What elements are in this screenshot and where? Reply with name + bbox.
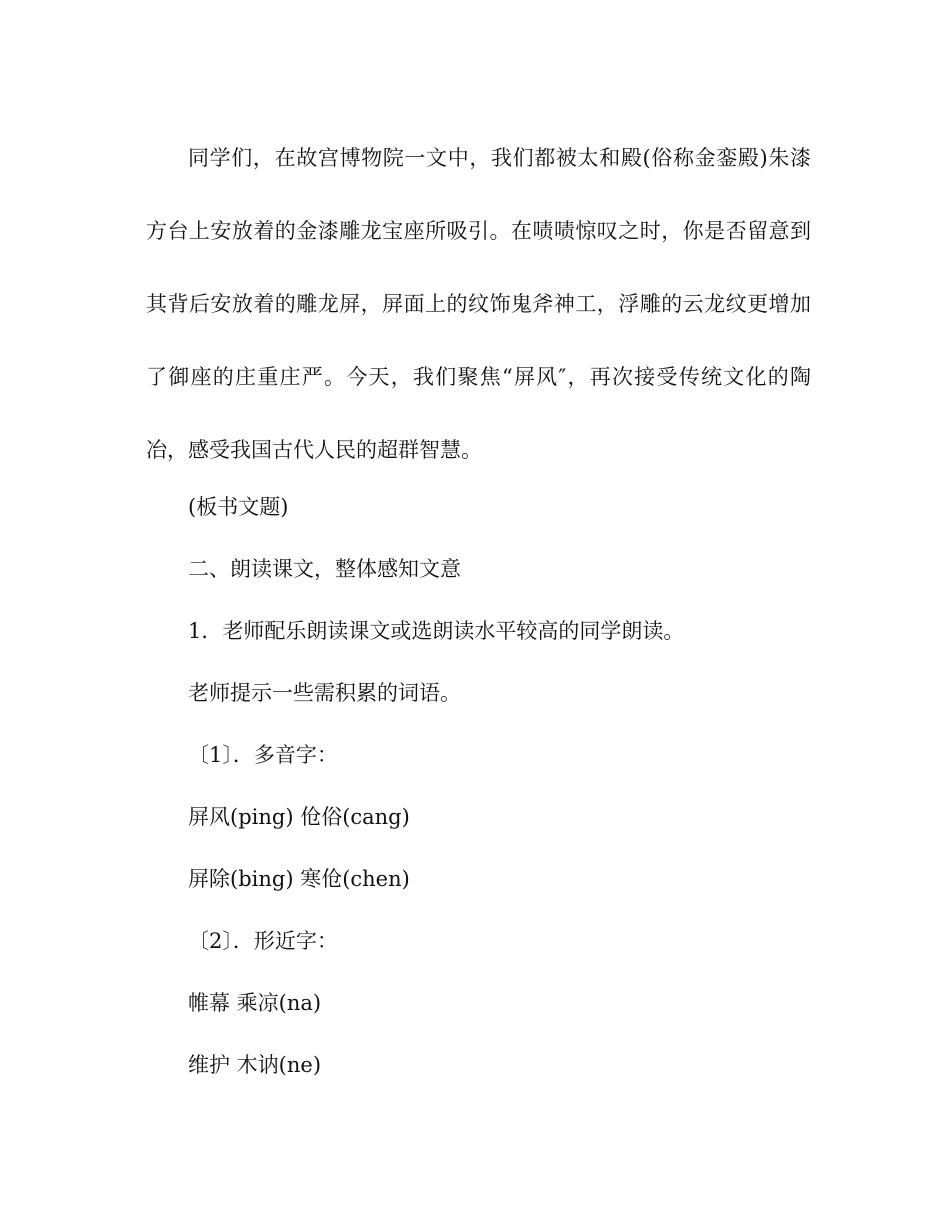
section-two-heading: 二、朗读课文，整体感知文意 [188,557,461,581]
similar-char-row-2: 维护 木讷(ne) [188,1053,322,1077]
intro-paragraph: 同学们，在故宫博物院一文中，我们都被太和殿(俗称金銮殿)朱漆方台上安放着的金漆雕龙宝座所吸引。在啧啧惊叹之时，你是否留意到其背后安放着的雕龙屏，屏面上的纹饰鬼斧神工，浮雕的云龙纹更增加了御座的庄重庄严。今天，我们聚焦“屏风″，再次接受传统文化的陶冶，感受我国古代人民的超群智慧。 [146,146,811,462]
polyphone-row-2: 屏除(bing) 寒伧(chen) [188,867,410,891]
step-one-text: 1．老师配乐朗读课文或选朗读水平较高的同学朗读。 [188,619,685,643]
board-title-note: (板书文题) [188,495,289,519]
polyphone-heading: 〔1〕．多音字： [188,743,338,767]
similar-char-heading: 〔2〕．形近字： [188,929,338,953]
teacher-hint-text: 老师提示一些需积累的词语。 [188,681,461,705]
similar-char-row-1: 帷幕 乘凉(na) [188,991,322,1015]
polyphone-row-1: 屏风(ping) 伧俗(cang) [188,805,410,829]
